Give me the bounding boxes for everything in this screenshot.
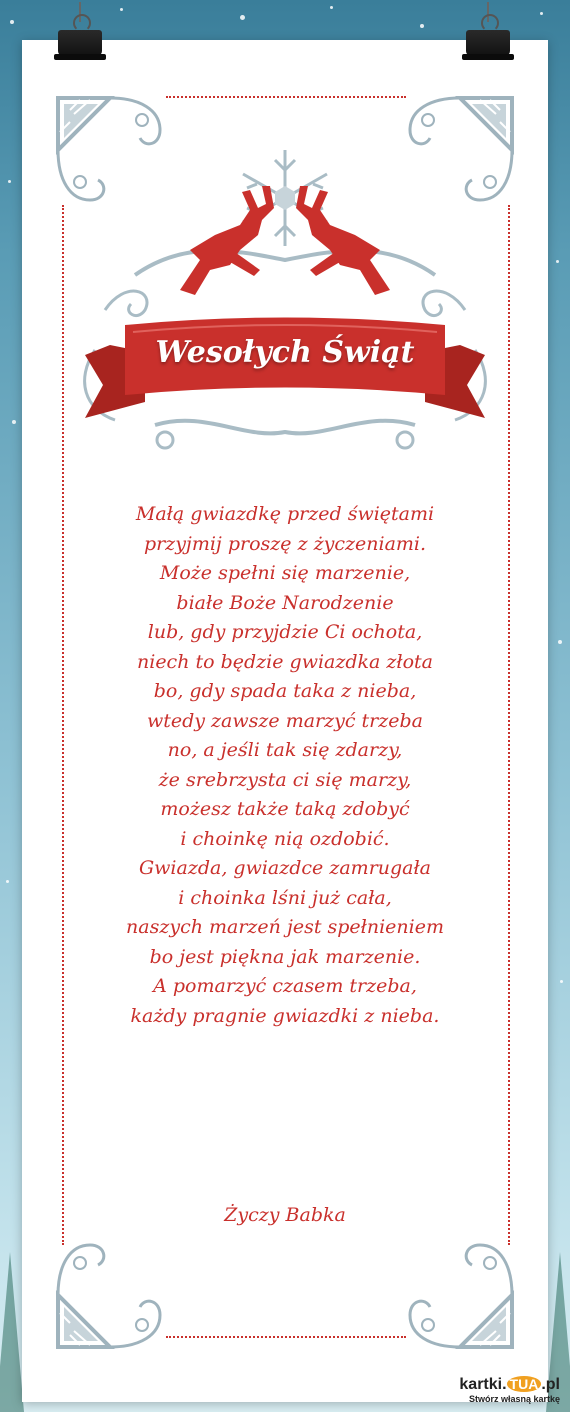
- corner-ornament-bottom-left: [50, 1225, 180, 1355]
- poem-line: A pomarzyć czasem trzeba,: [153, 975, 417, 997]
- poem-line: bo, gdy spada taka z nieba,: [153, 680, 417, 702]
- heading-title: Wesołych Świąt: [155, 335, 415, 370]
- poem-line: bo jest piękna jak marzenie.: [149, 945, 421, 968]
- poem-line: przyjmij proszę z życzeniami.: [143, 532, 427, 555]
- poem-line: każdy pragnie gwiazdki z nieba.: [130, 1004, 440, 1027]
- poem-line: że srebrzysta ci się marzy,: [158, 768, 412, 791]
- poem-line: lub, gdy przyjdzie Ci ochota,: [147, 621, 423, 643]
- header-emblem: [75, 140, 495, 460]
- poem-line: no, a jeśli tak się zdarzy,: [167, 739, 403, 761]
- poem-line: białe Boże Narodzenie: [176, 591, 394, 614]
- signature: Życzy Babka: [224, 1204, 346, 1226]
- poem-line: możesz także taką zdobyć: [160, 798, 410, 820]
- site-logo[interactable]: [450, 1376, 560, 1404]
- reindeer-left-icon: [180, 186, 274, 295]
- site-name: kartki. TUA .pl: [459, 1376, 560, 1393]
- binder-clip-right: [466, 20, 510, 60]
- poem-line: Małą gwiazdkę przed świętami: [135, 503, 435, 525]
- reindeer-right-icon: [296, 186, 390, 295]
- tree-decoration-left: [0, 1252, 24, 1412]
- poem-line: i choinkę nią ozdobić.: [180, 827, 390, 850]
- poem-line: naszych marzeń jest spełnieniem: [126, 916, 444, 938]
- poem-line: niech to będzie gwiazdka złota: [137, 650, 433, 673]
- poem-line: i choinka lśni już cała,: [178, 886, 392, 909]
- poem-line: Gwiazda, gwiazdce zamrugała: [138, 857, 431, 879]
- frame-border-bottom: [166, 1336, 406, 1338]
- poem-text: [0, 500, 570, 1031]
- binder-clip-left: [58, 20, 102, 60]
- frame-border-top: [166, 96, 406, 98]
- poem-line: wtedy zawsze marzyć trzeba: [146, 709, 424, 732]
- corner-ornament-bottom-right: [390, 1225, 520, 1355]
- site-tagline: Stwórz własną kartkę: [468, 1394, 560, 1404]
- poem-line: Może spełni się marzenie,: [159, 562, 411, 584]
